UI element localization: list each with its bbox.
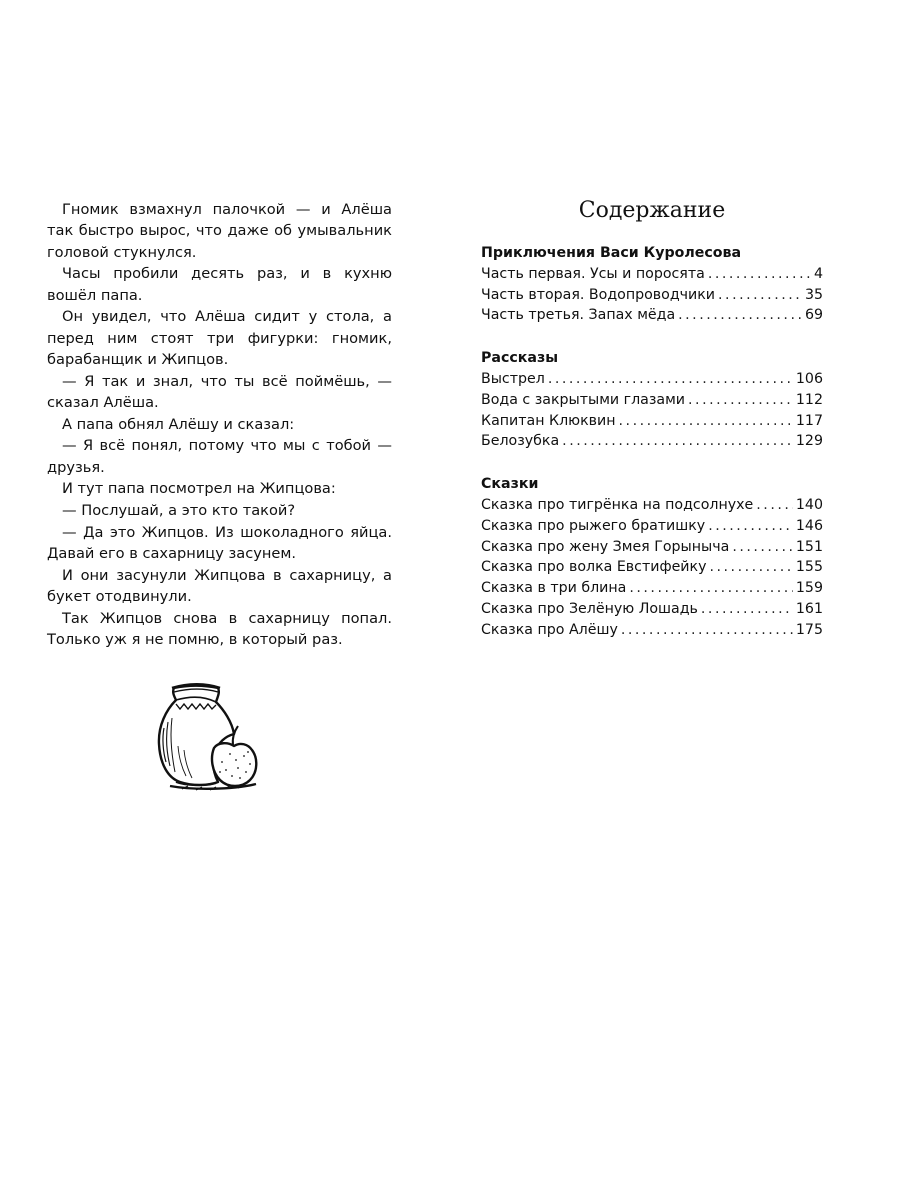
jug-and-apple-icon bbox=[152, 682, 272, 794]
toc-entry bbox=[481, 264, 823, 285]
toc-entry-page: 69 bbox=[804, 307, 823, 324]
toc-leader-dots bbox=[708, 516, 793, 537]
toc-entry-title: Сказка про волка Евстифейку bbox=[481, 559, 707, 576]
toc-entry bbox=[481, 305, 823, 326]
toc-entry bbox=[481, 516, 823, 537]
toc-entry bbox=[481, 537, 823, 558]
toc-leader-dots bbox=[732, 537, 793, 558]
toc-entry-page: 129 bbox=[795, 433, 823, 450]
toc-entry bbox=[481, 369, 823, 390]
toc-entry-title: Выстрел bbox=[481, 370, 545, 387]
toc-entry bbox=[481, 495, 823, 516]
story-paragraph: А папа обнял Алёшу и сказал: bbox=[62, 415, 295, 433]
toc-entry-title: Вода с закрытыми глазами bbox=[481, 391, 686, 408]
toc-entry-page: 4 bbox=[813, 265, 823, 282]
toc-entry-page: 159 bbox=[795, 580, 823, 597]
toc-entry-title: Часть третья. Запах мёда bbox=[481, 307, 676, 324]
story-paragraph: Гномик взмахнул палочкой — и Алёша так быстро вырос, что даже об умывальник головой стукнулся. bbox=[47, 201, 392, 261]
toc-entry bbox=[481, 557, 823, 578]
toc-entry bbox=[481, 411, 823, 432]
toc-section-heading: Рассказы bbox=[481, 350, 559, 367]
toc-leader-dots bbox=[548, 369, 793, 390]
toc-entry bbox=[481, 599, 823, 620]
toc-entry-title: Сказка про тигрёнка на подсолнухе bbox=[481, 496, 754, 513]
toc-entry bbox=[481, 390, 823, 411]
toc-entry-page: 146 bbox=[795, 517, 823, 534]
story-text bbox=[47, 199, 392, 650]
table-of-contents bbox=[481, 196, 823, 663]
toc-leader-dots bbox=[708, 264, 811, 285]
toc-entry-page: 35 bbox=[804, 286, 823, 303]
toc-entry bbox=[481, 285, 823, 306]
toc-entry-title: Белозубка bbox=[481, 433, 560, 450]
toc-entry-page: 106 bbox=[795, 370, 823, 387]
toc-leader-dots bbox=[621, 620, 793, 641]
toc-entry-page: 112 bbox=[795, 391, 823, 408]
toc-section-heading: Приключения Васи Куролесова bbox=[481, 245, 742, 261]
toc-section bbox=[481, 474, 823, 640]
story-paragraph: Он увидел, что Алёша сидит у стола, а перед ним стоят три фигурки: гномик, барабанщик и Жипцов. bbox=[47, 308, 392, 369]
toc-entry-title: Капитан Клюквин bbox=[481, 412, 616, 429]
story-paragraph: — Я всё понял, потому что мы с тобой — друзья. bbox=[47, 437, 392, 476]
toc-leader-dots bbox=[718, 285, 802, 306]
toc-entry-title: Сказка про Зелёную Лошадь bbox=[481, 600, 698, 617]
story-paragraph: — Да это Жипцов. Из шоколадного яйца. Давай его в сахарницу засунем. bbox=[47, 523, 392, 562]
toc-leader-dots bbox=[710, 557, 793, 578]
toc-entry-title: Сказка про жену Змея Горыныча bbox=[481, 538, 730, 555]
toc-entry-title: Сказка про Алёшу bbox=[481, 621, 618, 638]
story-paragraph: Часы пробили десять раз, и в кухню вошёл папа. bbox=[47, 265, 392, 304]
toc-entry-page: 117 bbox=[795, 412, 823, 429]
story-paragraph: — Послушай, а это кто такой? bbox=[62, 502, 296, 519]
toc-section bbox=[481, 243, 823, 326]
toc-entry-title: Часть первая. Усы и поросята bbox=[481, 265, 705, 282]
story-paragraph: Так Жипцов снова в сахарницу попал. Только уж я не помню, в который раз. bbox=[47, 609, 392, 648]
toc-entry bbox=[481, 578, 823, 599]
toc-entry-page: 151 bbox=[795, 538, 823, 555]
toc-leader-dots bbox=[701, 599, 793, 620]
toc-title: Содержание bbox=[578, 198, 726, 223]
toc-entry-page: 161 bbox=[795, 600, 823, 617]
toc-entry-page: 175 bbox=[795, 621, 823, 638]
toc-leader-dots bbox=[619, 411, 793, 432]
toc-section bbox=[481, 348, 823, 452]
story-paragraph: И они засунули Жипцова в сахарницу, а букет отодвинули. bbox=[47, 566, 392, 605]
toc-section-heading: Сказки bbox=[481, 476, 539, 493]
toc-entry bbox=[481, 620, 823, 641]
toc-leader-dots bbox=[629, 578, 793, 599]
toc-entry-page: 155 bbox=[795, 559, 823, 576]
story-paragraph: И тут папа посмотрел на Жипцова: bbox=[62, 480, 336, 498]
toc-entry-page: 140 bbox=[795, 496, 823, 513]
toc-leader-dots bbox=[756, 495, 793, 516]
story-paragraph: — Я так и знал, что ты всё поймёшь, — сказал Алёша. bbox=[47, 372, 392, 412]
toc-entry bbox=[481, 431, 823, 452]
toc-entry-title: Сказка в три блина bbox=[481, 580, 627, 597]
toc-leader-dots bbox=[562, 431, 793, 452]
toc-leader-dots bbox=[688, 390, 793, 411]
toc-entry-title: Сказка про рыжего братишку bbox=[481, 517, 706, 534]
toc-leader-dots bbox=[678, 305, 802, 326]
toc-entry-title: Часть вторая. Водопроводчики bbox=[481, 286, 716, 303]
